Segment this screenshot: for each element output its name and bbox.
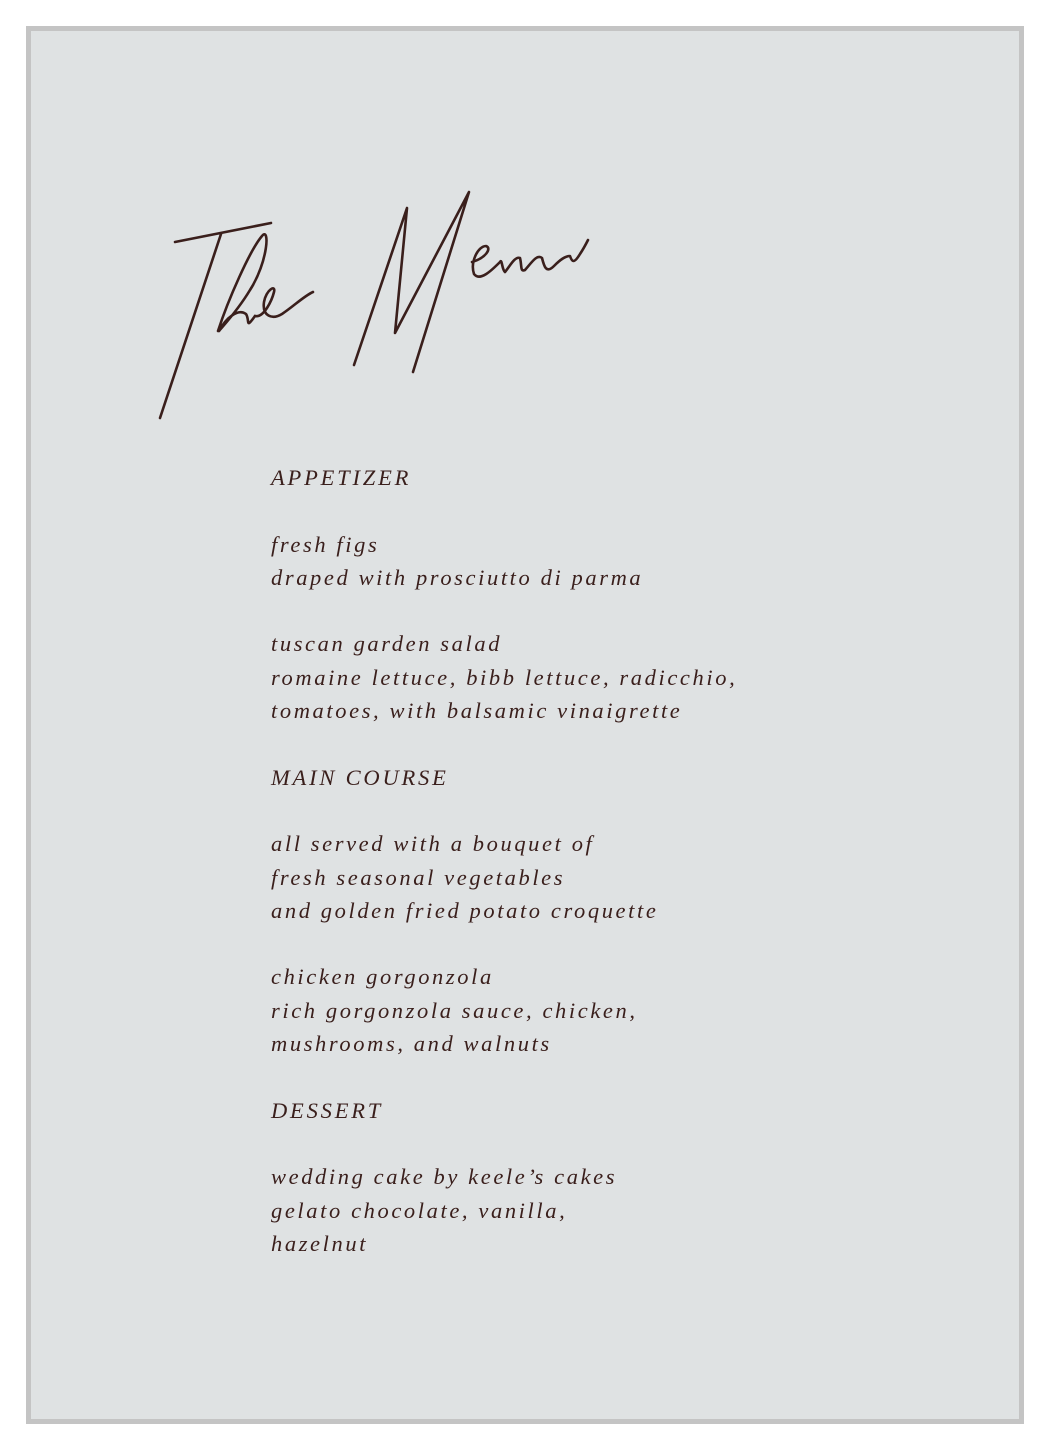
item-name: wedding cake by keele’s cakes	[271, 1164, 618, 1190]
item-name: fresh figs	[271, 531, 380, 557]
menu-content	[271, 461, 971, 1293]
item-description: gelato chocolate, vanilla,	[271, 1197, 568, 1223]
item-name: chicken gorgonzola	[271, 964, 494, 990]
section-heading-appetizer	[271, 461, 971, 494]
title-word-menu	[354, 192, 588, 372]
section-heading: DESSERT	[271, 1097, 384, 1123]
item-note: and golden fried potato croquette	[271, 897, 659, 923]
section-heading-main-course	[271, 761, 971, 794]
item-name: tuscan garden salad	[271, 631, 503, 657]
menu-item	[271, 827, 971, 927]
section-heading-dessert	[271, 1094, 971, 1127]
item-note: all served with a bouquet of	[271, 831, 595, 857]
item-description: romaine lettuce, bibb lettuce, radicchio,	[271, 664, 738, 690]
menu-item	[271, 1160, 971, 1260]
section-heading: APPETIZER	[271, 465, 412, 490]
menu-item	[271, 960, 971, 1060]
item-description: mushrooms, and walnuts	[271, 1031, 552, 1057]
section-heading: MAIN COURSE	[271, 764, 449, 790]
title-word-the	[160, 223, 313, 418]
item-description: draped with prosciutto di parma	[271, 564, 644, 590]
item-description: hazelnut	[271, 1230, 369, 1256]
menu-item	[271, 627, 971, 727]
item-description: tomatoes, with balsamic vinaigrette	[271, 698, 683, 724]
menu-item	[271, 528, 971, 595]
item-note: fresh seasonal vegetables	[271, 864, 566, 890]
item-description: rich gorgonzola sauce, chicken,	[271, 997, 638, 1023]
menu-title-script	[0, 0, 1050, 500]
